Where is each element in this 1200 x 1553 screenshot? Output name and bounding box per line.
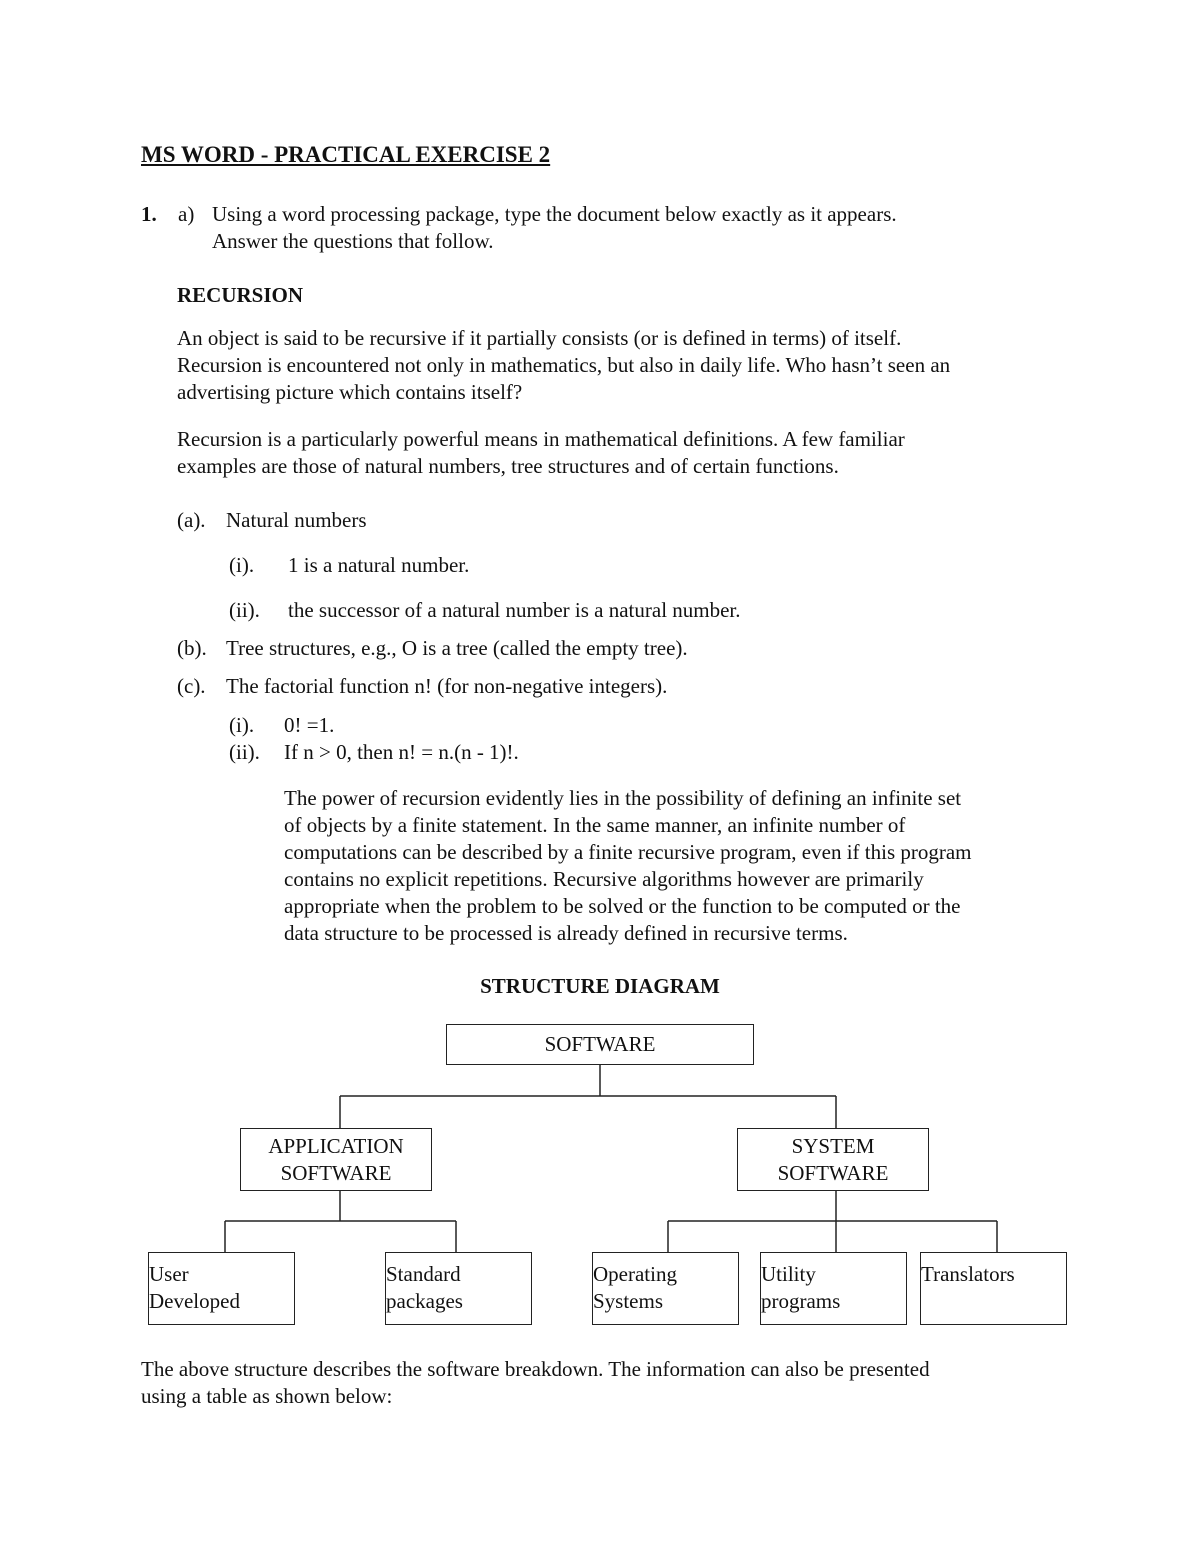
box-user-developed-line: Developed (149, 1289, 240, 1313)
paragraph-2-line: examples are those of natural numbers, tree structures and of certain functions. (177, 454, 839, 478)
diagram-heading: STRUCTURE DIAGRAM (480, 974, 720, 998)
box-application-software (240, 1128, 432, 1191)
list-item-a-text: Natural numbers (226, 508, 367, 532)
box-utility-programs-line: programs (761, 1289, 841, 1313)
box-utility-programs-line: Utility (761, 1262, 816, 1286)
instruction-line-1: Using a word processing package, type the document below exactly as it appears. (212, 202, 897, 226)
list-item-c-i-text: 0! =1. (284, 713, 335, 737)
list-item-a-ii-label: (ii). (229, 598, 260, 622)
box-software (446, 1024, 754, 1065)
paragraph-1-line: An object is said to be recursive if it partially consists (or is defined in terms) of itself. (177, 326, 902, 350)
box-standard-packages-line: Standard (386, 1262, 461, 1286)
box-system-software (737, 1128, 929, 1191)
box-operating-systems-line: Systems (593, 1289, 664, 1313)
list-item-c-i-label: (i). (229, 713, 255, 737)
box-application-line: SOFTWARE (280, 1160, 392, 1185)
question-part-label: a) (178, 202, 195, 226)
paragraph-1-line: Recursion is encountered not only in mathematics, but also in daily life. Who hasn’t seen an (177, 353, 951, 377)
box-utility-programs (760, 1252, 907, 1325)
document-title: MS WORD - PRACTICAL EXERCISE 2 (141, 142, 551, 167)
list-item-b-text: Tree structures, e.g., O is a tree (called the empty tree). (226, 636, 688, 660)
paragraph-1-line: advertising picture which contains itself? (177, 380, 523, 404)
box-standard-packages-line: packages (386, 1289, 463, 1313)
instruction-line-2: Answer the questions that follow. (212, 229, 494, 253)
paragraph-3-line: contains no explicit repetitions. Recursive algorithms however are primarily (284, 867, 924, 891)
box-translators-label: Translators (921, 1262, 1015, 1286)
list-item-a-i-text: 1 is a natural number. (288, 553, 470, 577)
list-item-a-label: (a). (177, 508, 206, 532)
closing-line: using a table as shown below: (141, 1384, 393, 1408)
list-item-c-text: The factorial function n! (for non-negative integers). (226, 674, 668, 698)
box-translators (920, 1252, 1067, 1325)
box-user-developed-line: User (149, 1262, 189, 1286)
paragraph-3-line: appropriate when the problem to be solved or the function to be computed or the (284, 894, 961, 918)
list-item-c-ii-label: (ii). (229, 740, 260, 764)
list-item-b-label: (b). (177, 636, 207, 660)
closing-paragraph (141, 1356, 930, 1410)
box-system-line: SYSTEM (791, 1133, 875, 1158)
box-operating-systems (592, 1252, 739, 1325)
box-system-line: SOFTWARE (777, 1160, 889, 1185)
box-standard-packages (385, 1252, 532, 1325)
question-number: 1. (141, 202, 157, 226)
box-operating-systems-line: Operating (593, 1262, 677, 1286)
closing-line: The above structure describes the software breakdown. The information can also be presented (141, 1357, 930, 1381)
box-software-label: SOFTWARE (544, 1032, 656, 1056)
list-item-a-ii-text: the successor of a natural number is a natural number. (288, 598, 741, 622)
list-item-c-ii-text: If n > 0, then n! = n.(n - 1)!. (284, 740, 519, 764)
box-user-developed (148, 1252, 295, 1325)
box-application-line: APPLICATION (268, 1133, 404, 1158)
section-heading: RECURSION (177, 283, 304, 307)
paragraph-3-line: of objects by a finite statement. In the same manner, an infinite number of (284, 813, 906, 837)
paragraph-3-line: data structure to be processed is already defined in recursive terms. (284, 921, 848, 945)
paragraph-2-line: Recursion is a particularly powerful means in mathematical definitions. A few familiar (177, 427, 905, 451)
list-item-c-label: (c). (177, 674, 206, 698)
paragraph-3-line: The power of recursion evidently lies in the possibility of defining an infinite set (284, 786, 962, 810)
paragraph-3-line: computations can be described by a finite recursive program, even if this program (284, 840, 972, 864)
list-item-a-i-label: (i). (229, 553, 255, 577)
